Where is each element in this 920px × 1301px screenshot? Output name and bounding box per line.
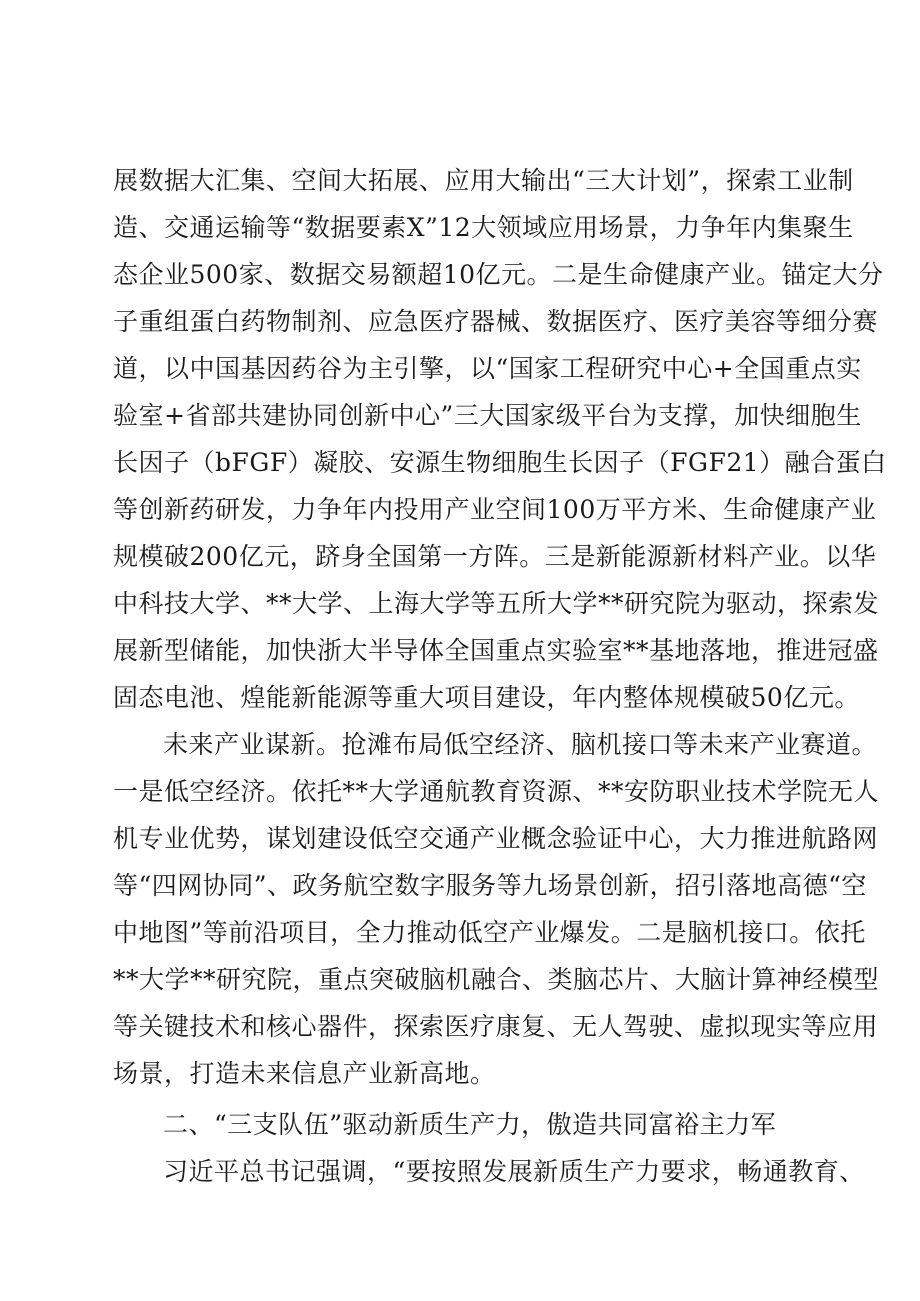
paragraph-quote bbox=[113, 1148, 865, 1195]
section-heading: 二、“三支队伍”驱动新质生产力，傲造共同富裕主力军 bbox=[163, 1110, 777, 1139]
paragraph-line: 中地图”等前沿项目，全力推动低空产业爆发。二是脑机接口。依托 bbox=[113, 918, 866, 947]
paragraph-line: 等关键技术和核心器件，探索医疗康复、无人驾驶、虚拟现实等应用 bbox=[113, 1012, 879, 1041]
paragraph-line: 未来产业谋新。抢滩布局低空经济、脑机接口等未来产业赛道。 bbox=[163, 730, 878, 759]
paragraph-line: 等“四网协同”、政务航空数字服务等九场景创新，招引落地高德“空 bbox=[113, 871, 867, 900]
paragraph-line: 验室+省部共建协同创新中心”三大国家级平台为支撑，加快细胞生 bbox=[113, 401, 862, 430]
paragraph-line: 长因子（bFGF）凝胶、安源生物细胞生长因子（FGF21）融合蛋白 bbox=[113, 448, 887, 477]
paragraph-line: 习近平总书记强调，“要按照发展新质生产力要求，畅通教育、 bbox=[163, 1157, 865, 1186]
paragraph-industry-development bbox=[113, 157, 887, 721]
document-body bbox=[113, 157, 887, 1195]
paragraph-line: 等创新药研发，力争年内投用产业空间100万平方米、生命健康产业 bbox=[113, 495, 877, 524]
paragraph-line: 场景，打造未来信息产业新高地。 bbox=[113, 1059, 496, 1088]
paragraph-line: **大学**研究院，重点突破脑机融合、类脑芯片、大脑计算神经模型 bbox=[113, 965, 880, 994]
paragraph-line: 机专业优势，谋划建设低空交通产业概念验证中心，大力推进航路网 bbox=[113, 824, 879, 853]
paragraph-line: 子重组蛋白药物制剂、应急医疗器械、数据医疗、医疗美容等细分赛 bbox=[113, 307, 879, 336]
paragraph-line: 展新型储能，加快浙大半导体全国重点实验室**基地落地，推进冠盛 bbox=[113, 636, 879, 665]
paragraph-line: 中科技大学、**大学、上海大学等五所大学**研究院为驱动，探索发 bbox=[113, 589, 880, 618]
paragraph-line: 固态电池、煌能新能源等重大项目建设，年内整体规模破50亿元。 bbox=[113, 683, 860, 712]
paragraph-line: 态企业500家、数据交易额超10亿元。二是生命健康产业。锚定大分 bbox=[113, 260, 884, 289]
paragraph-line: 道，以中国基因药谷为主引擎，以“国家工程研究中心+全国重点实 bbox=[113, 354, 862, 383]
paragraph-line: 展数据大汇集、空间大拓展、应用大输出“三大计划”，探索工业制 bbox=[113, 166, 854, 195]
paragraph-line: 规模破200亿元，跻身全国第一方阵。三是新能源新材料产业。以华 bbox=[113, 542, 877, 571]
paragraph-line: 一是低空经济。依托**大学通航教育资源、**安防职业技术学院无人 bbox=[113, 777, 880, 806]
paragraph-line: 造、交通运输等“数据要素X”12大领域应用场景，力争年内集聚生 bbox=[113, 213, 854, 242]
paragraph-future-industry bbox=[113, 721, 880, 1097]
